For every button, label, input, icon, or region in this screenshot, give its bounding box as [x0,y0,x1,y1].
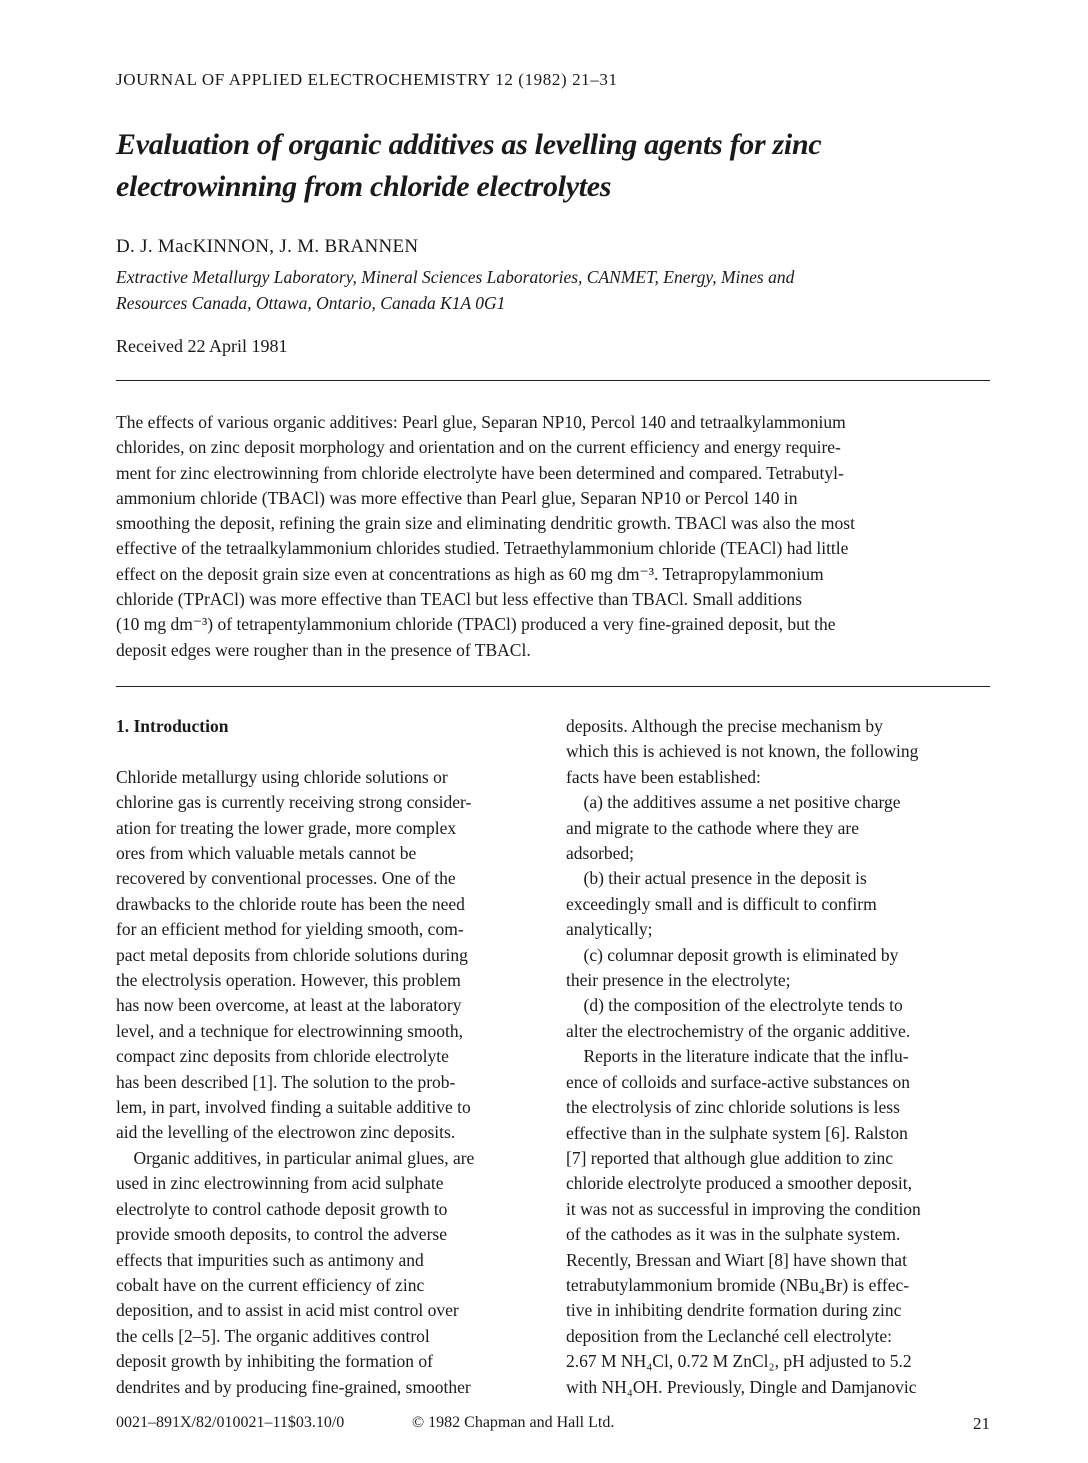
abstract-line: (10 mg dm⁻³) of tetrapentylammonium chloride (TPACl) produced a very fine-grained deposit, but the [116,614,836,635]
abstract [116,410,996,663]
body-text-line: adsorbed; [566,843,635,864]
body-text-line: ores from which valuable metals cannot be [116,843,417,864]
left-column [116,714,546,1400]
body-text-line: tetrabutylammonium bromide (NBu₄Br) is effec- [566,1274,910,1295]
abstract-line: The effects of various organic additives: Pearl glue, Separan NP10, Percol 140 and tetraalkylammonium [116,412,846,432]
body-text-line: 2.67 M NH₄Cl, 0.72 M ZnCl₂, pH adjusted to 5.2 [566,1351,912,1372]
right-column [566,714,991,1400]
body-text-line: deposits. Although the precise mechanism by [566,716,883,736]
body-text-line: the electrolysis of zinc chloride solutions is less [566,1097,900,1118]
abstract-line: effect on the deposit grain size even at concentrations as high as 60 mg dm⁻³. Tetrapropylammonium [116,563,824,584]
body-text-line: pact metal deposits from chloride solutions during [116,944,468,965]
body-text-line: has now been overcome, at least at the laboratory [116,995,462,1016]
article-code: 0021–891X/82/010021–11$03.10/0 [116,1414,345,1431]
body-text-line: which this is achieved is not known, the following [566,741,919,762]
affiliation [116,264,996,316]
affiliation-line: Resources Canada, Ottawa, Ontario, Canada K1A 0G1 [116,293,506,313]
body-text-line: Chloride metallurgy using chloride solutions or [116,766,448,787]
abstract-line: effective of the tetraalkylammonium chlorides studied. Tetraethylammonium chloride (TEACl) had little [116,538,849,559]
body-text-line: effective than in the sulphate system [6]. Ralston [566,1122,908,1143]
body-text-line: Organic additives, in particular animal glues, are [116,1147,475,1168]
body-text-line: used in zinc electrowinning from acid sulphate [116,1173,444,1194]
body-text-line: effects that impurities such as antimony and [116,1249,424,1270]
journal-header: JOURNAL OF APPLIED ELECTROCHEMISTRY 12 (1982) 21–31 [116,70,618,89]
article-title [116,124,996,208]
body-text-line: cobalt have on the current efficiency of zinc [116,1274,425,1295]
body-text-line: deposition from the Leclanché cell electrolyte: [566,1325,893,1346]
title-line: Evaluation of organic additives as levelling agents for zinc [116,128,822,161]
body-text-line: deposition, and to assist in acid mist control over [116,1300,459,1321]
body-text-line: tive in inhibiting dendrite formation during zinc [566,1300,902,1321]
page-number: 21 [973,1414,990,1433]
body-text-line: ation for treating the lower grade, more complex [116,817,457,838]
body-text-line: (d) the composition of the electrolyte tends to [566,995,903,1016]
body-text-line: electrolyte to control cathode deposit growth to [116,1198,448,1219]
body-text-line: with NH₄OH. Previously, Dingle and Damjanovic [566,1376,917,1397]
body-text-line: [7] reported that although glue addition to zinc [566,1147,894,1168]
abstract-line: ment for zinc electrowinning from chloride electrolyte have been determined and compared. Tetrabutyl- [116,462,844,483]
body-text-line: the electrolysis operation. However, this problem [116,970,461,991]
body-text-line: lem, in part, involved finding a suitable additive to [116,1097,471,1118]
body-text-line: dendrites and by producing fine-grained, smoother [116,1376,471,1397]
body-text-line: (a) the additives assume a net positive charge [566,792,901,813]
body-text-line: of the cathodes as it was in the sulphate system. [566,1224,901,1245]
abstract-line: deposit edges were rougher than in the presence of TBACl. [116,639,531,660]
divider-bottom [116,686,990,687]
abstract-line: chlorides, on zinc deposit morphology and orientation and on the current efficiency and energy require- [116,437,841,458]
title-line: electrowinning from chloride electrolytes [116,170,612,203]
right-column-body [566,714,991,1400]
authors: D. J. MacKINNON, J. M. BRANNEN [116,236,419,257]
body-text-line: provide smooth deposits, to control the adverse [116,1224,447,1245]
body-text-line: exceedingly small and is difficult to confirm [566,893,877,914]
body-text-line: chloride electrolyte produced a smoother deposit, [566,1173,912,1194]
abstract-line: ammonium chloride (TBACl) was more effective than Pearl glue, Separan NP10 or Percol 140 in [116,487,798,508]
body-text-line: compact zinc deposits from chloride electrolyte [116,1046,449,1067]
divider-top [116,380,990,381]
body-text-line: facts have been established: [566,766,761,787]
body-text-line: analytically; [566,919,653,940]
abstract-line: chloride (TPrACl) was more effective than TEACl but less effective than TBACl. Small additions [116,589,802,610]
body-text-line: has been described [1]. The solution to the prob- [116,1071,456,1092]
body-text-line: deposit growth by inhibiting the formation of [116,1351,433,1372]
body-text-line: (b) their actual presence in the deposit is [566,868,867,889]
body-text-line: chlorine gas is currently receiving strong consider- [116,792,472,813]
body-text-line: level, and a technique for electrowinning smooth, [116,1020,463,1041]
body-text-line: (c) columnar deposit growth is eliminated by [566,944,899,965]
body-text-line: for an efficient method for yielding smooth, com- [116,919,464,940]
abstract-line: smoothing the deposit, refining the grain size and eliminating dendritic growth. TBACl was also the most [116,513,855,534]
body-text-line: ence of colloids and surface-active substances on [566,1071,911,1092]
received-date: Received 22 April 1981 [116,336,288,356]
body-text-line: drawbacks to the chloride route has been the need [116,893,465,914]
left-column-body [116,765,546,1400]
body-text-line: alter the electrochemistry of the organic additive. [566,1020,911,1041]
body-text-line: and migrate to the cathode where they are [566,817,859,838]
body-text-line: Recently, Bressan and Wiart [8] have shown that [566,1249,907,1270]
body-text-line: Reports in the literature indicate that the influ- [566,1046,909,1067]
body-text-line: it was not as successful in improving the condition [566,1198,921,1219]
body-text-line: the cells [2–5]. The organic additives control [116,1325,430,1346]
section-heading: 1. Introduction [116,716,229,736]
body-text-line: recovered by conventional processes. One of the [116,868,456,889]
body-text-line: their presence in the electrolyte; [566,970,791,991]
copyright: © 1982 Chapman and Hall Ltd. [412,1414,615,1431]
affiliation-line: Extractive Metallurgy Laboratory, Mineral Sciences Laboratories, CANMET, Energy, Mines and [116,267,795,287]
body-text-line: aid the levelling of the electrowon zinc deposits. [116,1122,456,1143]
